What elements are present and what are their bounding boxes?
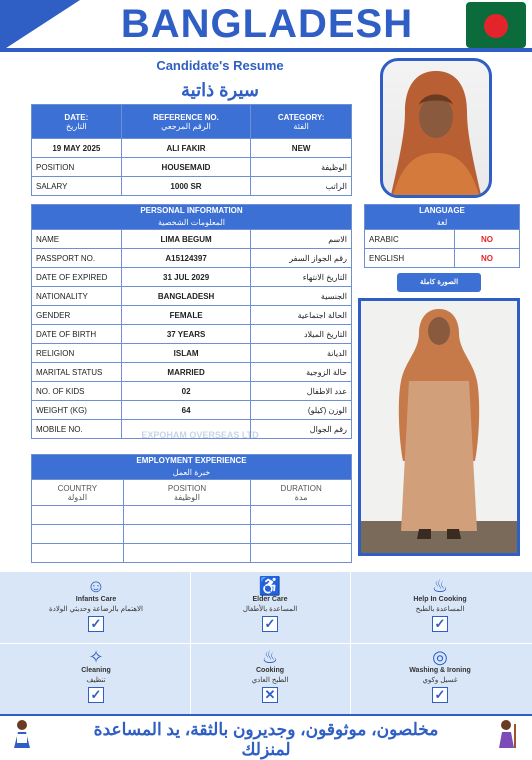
category-value: NEW: [251, 139, 352, 158]
header-underline: [0, 48, 532, 52]
marital-label-arabic: حالة الزوجية: [251, 363, 352, 382]
name-label: NAME: [32, 230, 122, 249]
skill-washing-ironing: ◎ Washing & Ironing غسيل وكوي ✓: [352, 645, 528, 716]
position-column-header: POSITION الوظيفة: [123, 480, 251, 506]
salary-value: 1000 SR: [121, 177, 251, 196]
english-label: ENGLISH: [365, 249, 455, 268]
country-column-header: COUNTRY الدولة: [32, 480, 124, 506]
table-row: [32, 544, 352, 563]
nationality-label-arabic: الجنسية: [251, 287, 352, 306]
skill-infants-care: ☺ Infants Care الاهتمام بالرضاعة وحديثي الولادة ✓: [8, 574, 184, 645]
reference-header: REFERENCE NO. الرقم المرجعي: [121, 105, 251, 139]
name-value: LIMA BEGUM: [121, 230, 251, 249]
weight-value: 64: [121, 401, 251, 420]
mobile-label: MOBILE NO.: [32, 420, 122, 439]
skill-checkbox: ✕: [262, 687, 278, 703]
marital-value: MARRIED: [121, 363, 251, 382]
cleaning-icon: ✧: [88, 647, 104, 667]
full-body-photo: [358, 298, 520, 556]
skill-checkbox: ✓: [88, 687, 104, 703]
personal-info-title: PERSONAL INFORMATION المعلومات الشخصية: [32, 205, 352, 230]
expiry-value: 31 JUL 2029: [121, 268, 251, 287]
stove-icon: ♨: [261, 647, 279, 667]
expiry-label: DATE OF EXPIRED: [32, 268, 122, 287]
religion-label: RELIGION: [32, 344, 122, 363]
bangladesh-flag-icon: [466, 2, 526, 48]
religion-label-arabic: الديانة: [251, 344, 352, 363]
skill-checkbox: ✓: [432, 616, 448, 632]
salary-label-arabic: الراتب: [251, 177, 352, 196]
arabic-label: ARABIC: [365, 230, 455, 249]
agency-watermark: EXPOHAM OVERSEAS LTD: [141, 430, 259, 440]
mobile-value: [121, 420, 251, 439]
skill-checkbox: ✓: [88, 616, 104, 632]
skill-elder-care: ♿ Elder Care المساعدة بالأطفال ✓: [182, 574, 358, 645]
resume-subtitle: Candidate's Resume: [156, 58, 284, 73]
maid-illustration-icon: [8, 718, 36, 750]
personal-info-table: [31, 204, 352, 439]
gender-label: GENDER: [32, 306, 122, 325]
employment-title: EMPLOYMENT EXPERIENCE خبرة العمل: [32, 455, 352, 480]
nationality-value: BANGLADESH: [121, 287, 251, 306]
passport-value: A15124397: [121, 249, 251, 268]
kids-label: NO. OF KIDS: [32, 382, 122, 401]
english-value: NO: [455, 249, 520, 268]
employment-table: [31, 454, 352, 563]
skill-checkbox: ✓: [432, 687, 448, 703]
chef-icon: ♨: [431, 576, 449, 596]
salary-label: SALARY: [32, 177, 122, 196]
dob-label-arabic: التاريخ الميلاد: [251, 325, 352, 344]
weight-label-arabic: الوزن (كيلو): [251, 401, 352, 420]
baby-icon: ☺: [86, 576, 106, 596]
cleaner-illustration-icon: [494, 718, 522, 750]
header-corner-decoration: [0, 0, 80, 52]
country-title: BANGLADESH: [120, 2, 414, 46]
passport-label: PASSPORT NO.: [32, 249, 122, 268]
passport-label-arabic: رقم الجواز السفر: [251, 249, 352, 268]
duration-column-header: DURATION مدة: [251, 480, 352, 506]
skill-checkbox: ✓: [262, 616, 278, 632]
position-label: POSITION: [32, 158, 122, 177]
table-row: [32, 525, 352, 544]
table-row: [32, 506, 352, 525]
category-header: CATEGORY: الفئة: [251, 105, 352, 139]
reference-value: ALI FAKIR: [121, 139, 251, 158]
nationality-label: NATIONALITY: [32, 287, 122, 306]
position-label-arabic: الوظيفة: [251, 158, 352, 177]
name-label-arabic: الاسم: [251, 230, 352, 249]
washing-machine-icon: ◎: [432, 647, 448, 667]
kids-value: 02: [121, 382, 251, 401]
marital-label: MARITAL STATUS: [32, 363, 122, 382]
footer-slogan: مخلصون، موثوقون، وجديرون بالثقة، يد المساعدة لمنزلك: [93, 720, 439, 759]
position-value: HOUSEMAID: [121, 158, 251, 177]
mobile-label-arabic: رقم الجوال: [251, 420, 352, 439]
date-header: DATE: التاريخ: [32, 105, 122, 139]
elder-care-icon: ♿: [258, 576, 282, 596]
arabic-value: NO: [455, 230, 520, 249]
religion-value: ISLAM: [121, 344, 251, 363]
dob-label: DATE OF BIRTH: [32, 325, 122, 344]
gender-value: FEMALE: [121, 306, 251, 325]
skill-cooking: ♨ Cooking الطبخ العادي ✕: [182, 645, 358, 716]
date-value: 19 MAY 2025: [32, 139, 122, 158]
resume-subtitle-arabic: سيرة ذاتية: [181, 80, 259, 100]
portrait-photo: [380, 58, 492, 198]
weight-label: WEIGHT (KG): [32, 401, 122, 420]
skill-help-in-cooking: ♨ Help In Cooking المساعدة بالطبخ ✓: [352, 574, 528, 645]
expiry-label-arabic: التاريخ الانتهاء: [251, 268, 352, 287]
skill-cleaning: ✧ Cleaning تنظيف ✓: [8, 645, 184, 716]
dob-value: 37 YEARS: [121, 325, 251, 344]
language-title: LANGUAGE لغة: [365, 205, 520, 230]
gender-label-arabic: الحالة اجتماعية: [251, 306, 352, 325]
language-table: [364, 204, 520, 268]
reference-table: [31, 104, 352, 196]
kids-label-arabic: عدد الاطفال: [251, 382, 352, 401]
full-photo-button[interactable]: الصورة كاملة: [397, 273, 481, 292]
